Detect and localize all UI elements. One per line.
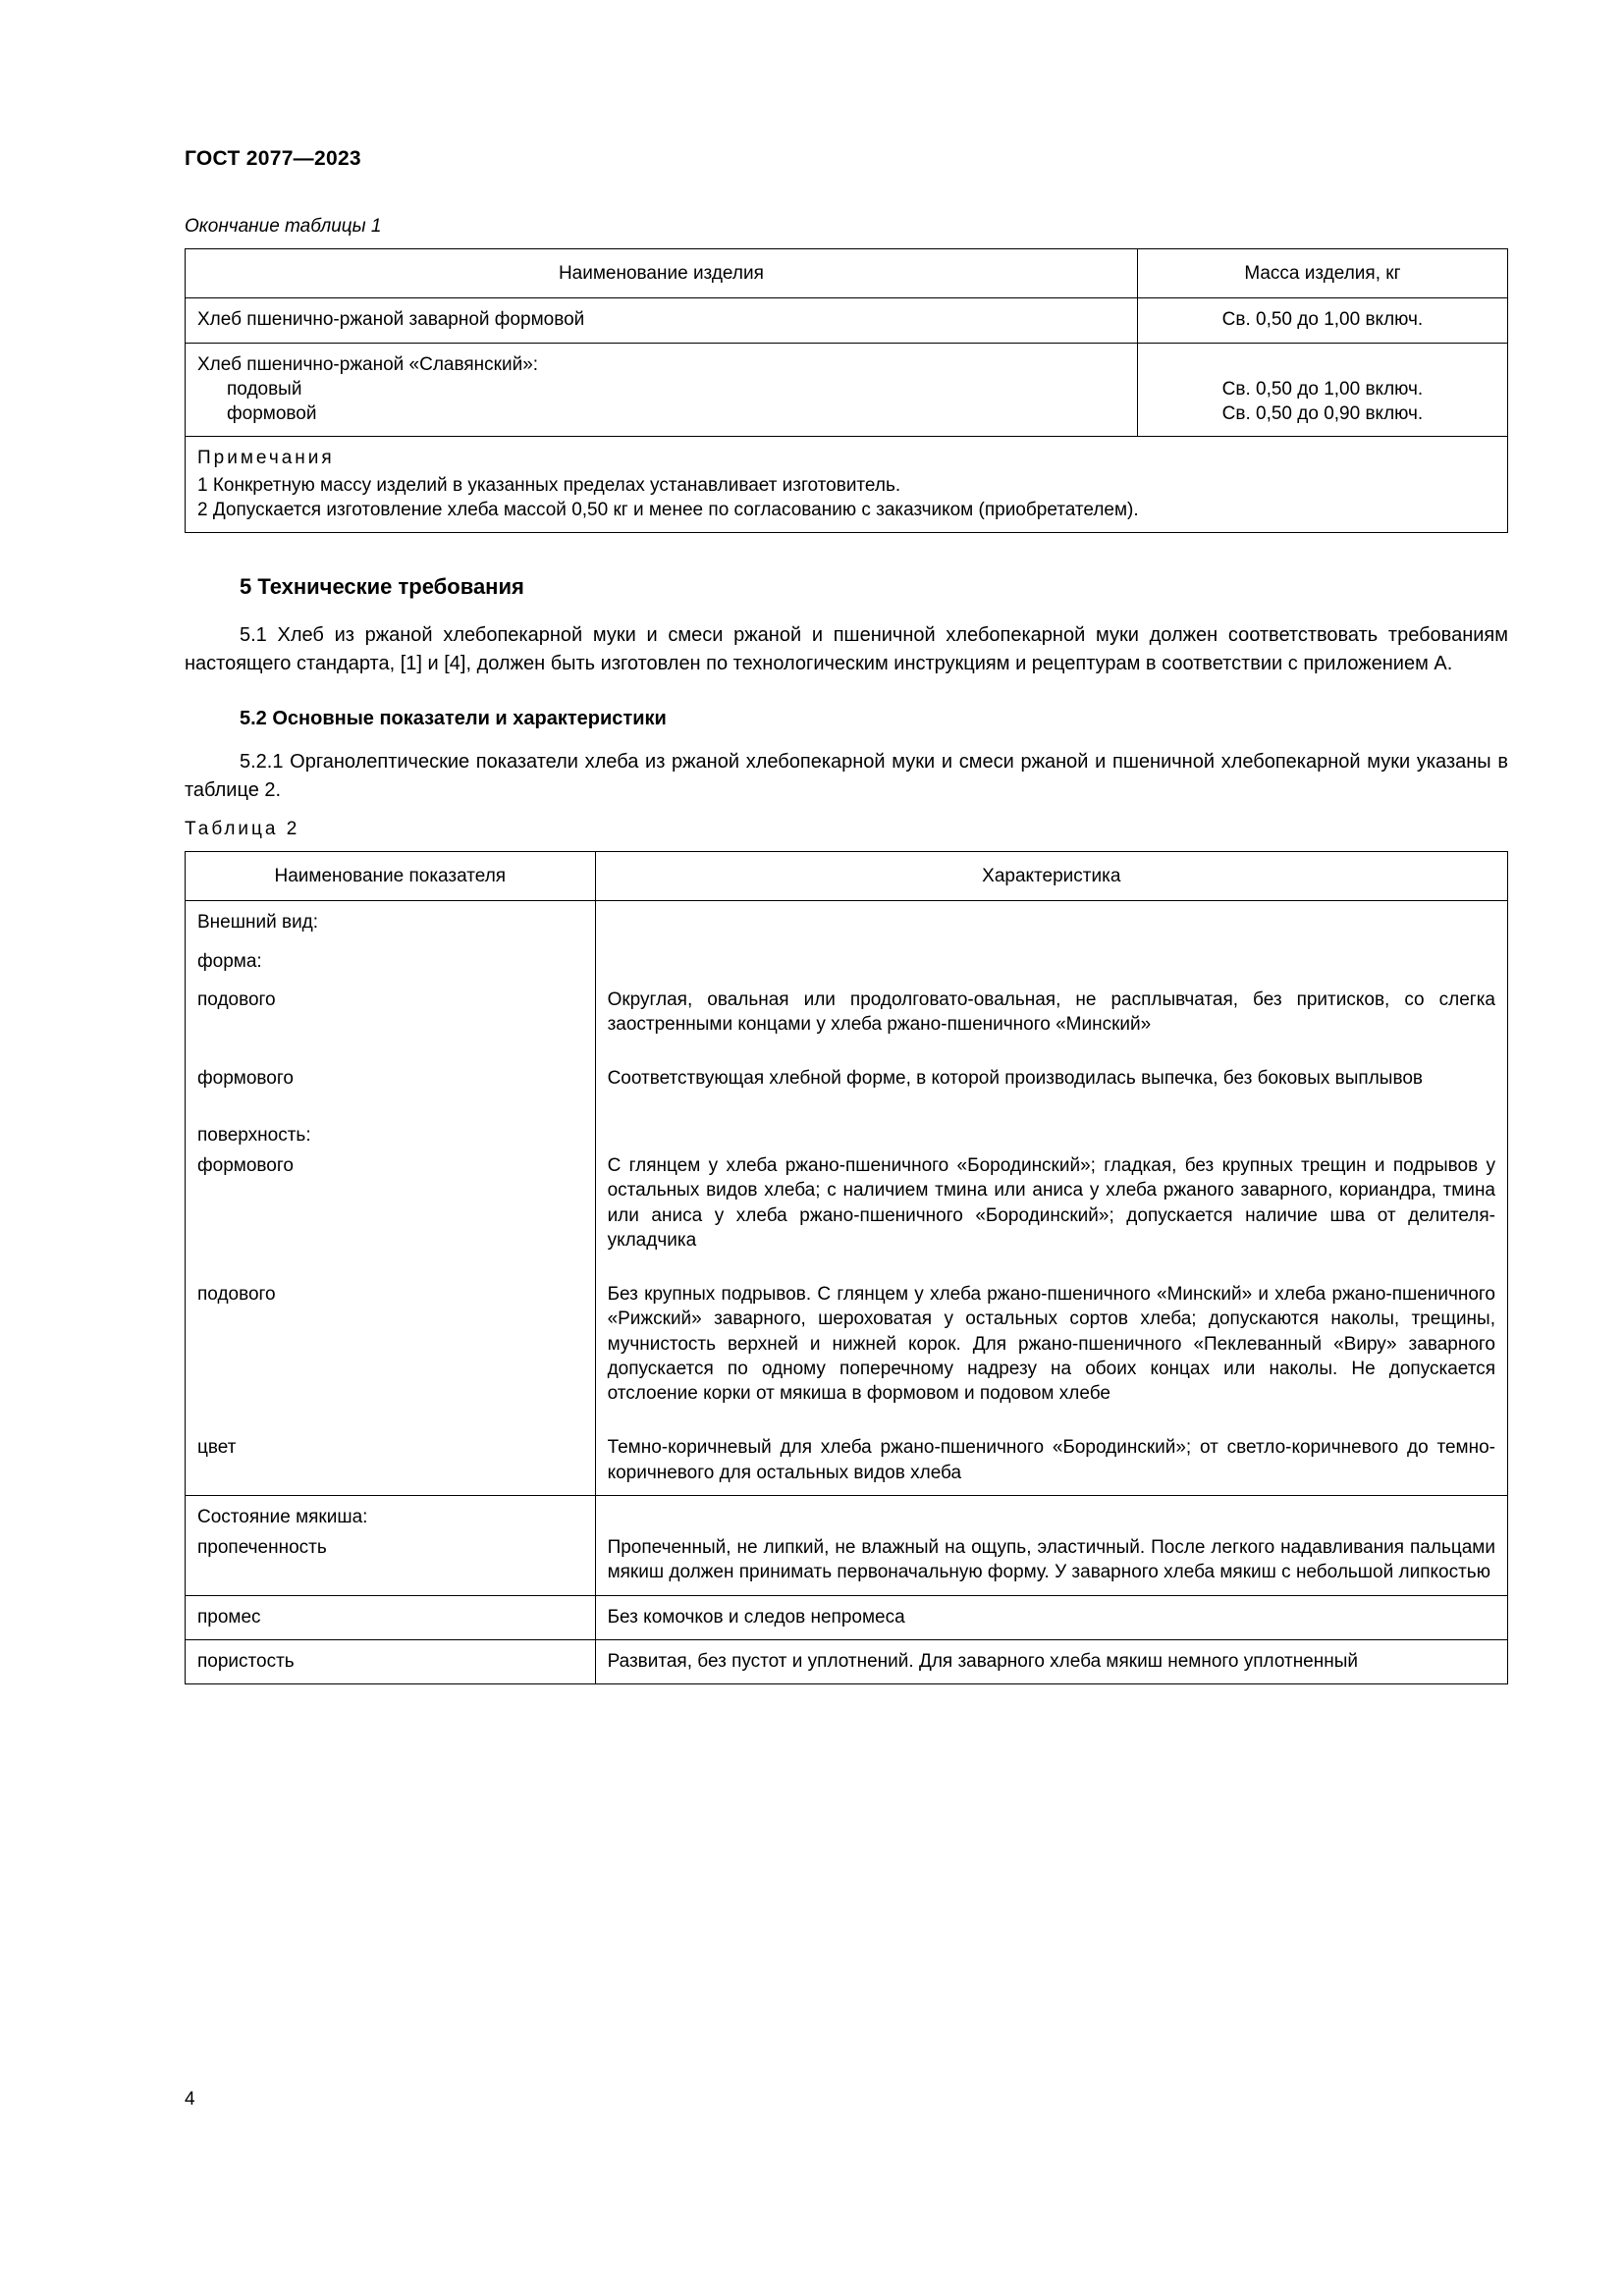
table2-header-characteristic: Характеристика xyxy=(595,852,1507,901)
table-row xyxy=(186,1101,1508,1149)
table2-cell-indicator: пористость xyxy=(186,1639,596,1683)
subsection-title: 5.2 Основные показатели и характеристики xyxy=(240,708,667,730)
table-row xyxy=(186,1415,1508,1495)
table2-cell-indicator: пропеченность xyxy=(186,1531,596,1595)
table2-cell-characteristic xyxy=(595,1101,1507,1149)
table2-cell-characteristic xyxy=(595,901,1507,937)
table-row xyxy=(186,937,1508,976)
page-number: 4 xyxy=(185,2089,195,2109)
table1-cell-line: Св. 0,50 до 0,90 включ. xyxy=(1221,402,1424,424)
table-row xyxy=(186,1046,1508,1100)
table1-wrapper xyxy=(185,248,1508,533)
table2-cell-indicator: подового xyxy=(186,1262,596,1415)
table-row-notes xyxy=(186,437,1508,533)
table2-cell-indicator: промес xyxy=(186,1595,596,1639)
table-row xyxy=(186,1595,1508,1639)
table-row xyxy=(186,1639,1508,1683)
table1-notes xyxy=(186,437,1508,533)
table2-wrapper xyxy=(185,851,1508,1684)
table1 xyxy=(185,248,1508,533)
table2-caption: Таблица 2 xyxy=(185,819,300,840)
table-row xyxy=(186,976,1508,1047)
table1-cell-mass: Св. 0,50 до 1,00 включ. xyxy=(1137,298,1507,343)
table1-cell-line: формовой xyxy=(227,403,317,425)
note-line: 2 Допускается изготовление хлеба массой 0,50 кг и менее по согласованию с заказчиком (приобретателем). xyxy=(197,499,1139,520)
table2-cell-characteristic xyxy=(595,937,1507,976)
table1-cell-mass xyxy=(1137,343,1507,437)
table2-cell-indicator: формового xyxy=(186,1046,596,1100)
table2-cell-characteristic: Темно-коричневый для хлеба ржано-пшеничного «Бородинский»; от светло-коричневого до темно-коричневого для остальных видов хлеба xyxy=(595,1415,1507,1495)
table2-cell-indicator: Состояние мякиша: xyxy=(186,1495,596,1531)
table-row xyxy=(186,1531,1508,1595)
table2 xyxy=(185,851,1508,1684)
table1-caption: Окончание таблицы 1 xyxy=(185,216,382,237)
table1-cell-name: Хлеб пшенично-ржаной заварной формовой xyxy=(186,298,1138,343)
table1-header-mass: Масса изделия, кг xyxy=(1137,249,1507,298)
page-content xyxy=(185,147,1508,1684)
table-row xyxy=(186,852,1508,901)
table1-cell-line: подовый xyxy=(227,378,302,400)
table-row xyxy=(186,901,1508,937)
table-row xyxy=(186,249,1508,298)
paragraph-5-1: 5.1 Хлеб из ржаной хлебопекарной муки и смеси ржаной и пшеничной хлебопекарной муки должен соответствовать требованиям настоящего стандарта, [1] и [4], должен быть изготовлен по технологическим инструкциям и рецептурам в соответствии с приложением А. xyxy=(185,624,1508,675)
table2-cell-characteristic: Округлая, овальная или продолговато-овальная, не расплывчатая, без притисков, со слегка заостренными концами у хлеба ржано-пшеничного «Минский» xyxy=(595,976,1507,1047)
table-row xyxy=(186,343,1508,437)
paragraph-5-2-1: 5.2.1 Органолептические показатели хлеба из ржаной хлебопекарной муки и смеси ржаной и пшеничной хлебопекарной муки указаны в таблице 2. xyxy=(185,751,1508,802)
table1-header-name: Наименование изделия xyxy=(186,249,1138,298)
table2-cell-indicator: поверхность: xyxy=(186,1101,596,1149)
table-row xyxy=(186,1495,1508,1531)
table-row xyxy=(186,1149,1508,1262)
table1-cell-name xyxy=(186,343,1138,437)
table-row xyxy=(186,298,1508,343)
table2-cell-characteristic: Соответствующая хлебной форме, в которой производилась выпечка, без боковых выплывов xyxy=(595,1046,1507,1100)
section-title: 5 Технические требования xyxy=(240,574,524,600)
table2-cell-characteristic: Развитая, без пустот и уплотнений. Для заварного хлеба мякиш немного уплотненный xyxy=(595,1639,1507,1683)
table2-cell-characteristic: Без крупных подрывов. С глянцем у хлеба ржано-пшеничного «Минский» и хлеба ржано-пшеничного «Рижский» заварного, шероховатая у остальных сортов хлеба; допускаются наколы, трещины, мучнистость верхней и нижней корок. Для ржано-пшеничного «Пеклеванный «Виру» заварного допускается по одному поперечному надрезу на обоих концах или наколы. Не допускается отслоение корки от мякиша в формовом и подовом хлебе xyxy=(595,1262,1507,1415)
table2-cell-characteristic: С глянцем у хлеба ржано-пшеничного «Бородинский»; гладкая, без крупных трещин и подрывов у остальных видов хлеба; с наличием тмина или аниса у хлеба ржаного заварного, кориандра, тмина или аниса у хлеба ржано-пшеничного «Бородинский»; допускается наличие шва от делителя-укладчика xyxy=(595,1149,1507,1262)
notes-title: Примечания xyxy=(197,448,335,469)
table2-cell-indicator: Внешний вид: xyxy=(186,901,596,937)
table2-cell-indicator: формового xyxy=(186,1149,596,1262)
note-line: 1 Конкретную массу изделий в указанных пределах устанавливает изготовитель. xyxy=(197,474,901,496)
table1-cell-line: Св. 0,50 до 1,00 включ. xyxy=(1221,378,1424,400)
table2-header-indicator: Наименование показателя xyxy=(186,852,596,901)
spacer xyxy=(1150,352,1495,377)
table2-cell-characteristic xyxy=(595,1495,1507,1531)
table2-cell-characteristic: Без комочков и следов непромеса xyxy=(595,1595,1507,1639)
table2-cell-characteristic: Пропеченный, не липкий, не влажный на ощупь, эластичный. После легкого надавливания пальцами мякиш должен принимать первоначальную форму. У заварного хлеба мякиш с небольшой липкостью xyxy=(595,1531,1507,1595)
table2-cell-indicator: форма: xyxy=(186,937,596,976)
table-row xyxy=(186,1262,1508,1415)
table1-cell-line: Хлеб пшенично-ржаной «Славянский»: xyxy=(197,353,539,375)
table2-cell-indicator: подового xyxy=(186,976,596,1047)
table2-cell-indicator: цвет xyxy=(186,1415,596,1495)
document-header: ГОСТ 2077—2023 xyxy=(185,147,361,170)
